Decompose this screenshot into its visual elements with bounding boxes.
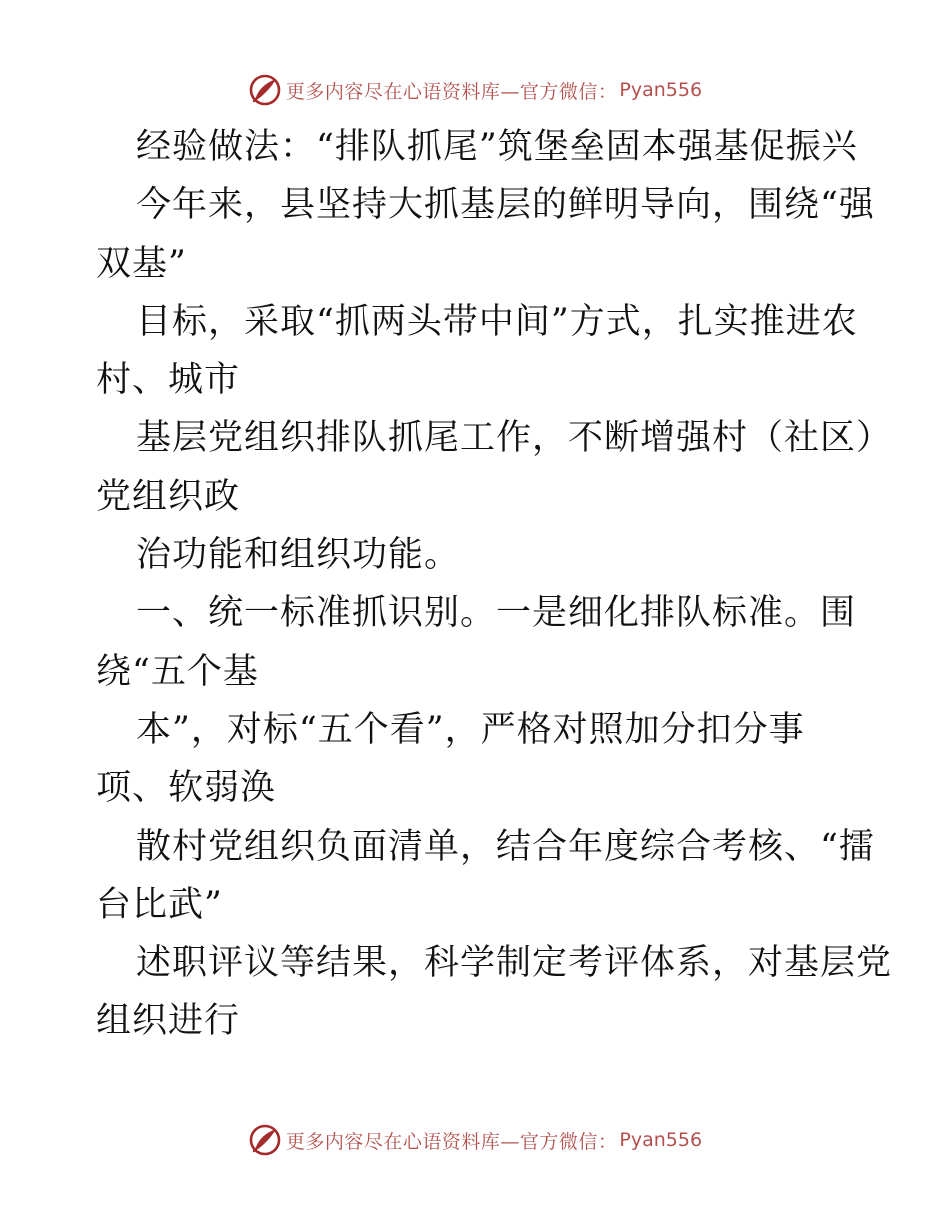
text-line: 台比武” <box>96 884 223 925</box>
watermark-text: 更多内容尽在心语资料库—官方微信： <box>285 80 618 103</box>
pen-logo-icon <box>248 73 282 107</box>
watermark-wechat-id: Pyan556 <box>619 79 703 101</box>
text-line: 治功能和组织功能。 <box>136 535 461 576</box>
footer-watermark <box>0 1120 950 1160</box>
header-watermark <box>0 70 950 110</box>
text-line: 基层党组织排队抓尾工作，不断增强村（社区） <box>136 418 893 459</box>
watermark-wechat-id: Pyan556 <box>619 1129 703 1151</box>
text-line: 述职评议等结果，科学制定考评体系，对基层党 <box>136 943 893 984</box>
text-line: 绕“五个基 <box>96 651 259 692</box>
text-line: 一、统一标准抓识别。一是细化排队标准。围 <box>136 593 857 634</box>
pen-logo-icon <box>248 1123 282 1157</box>
text-line: 双基” <box>96 243 187 284</box>
document-body <box>96 118 893 1051</box>
text-line: 项、软弱涣 <box>96 768 277 809</box>
text-line: 党组织政 <box>96 476 241 517</box>
text-line: 今年来，县坚持大抓基层的鲜明导向，围绕“强 <box>136 185 875 226</box>
text-line: 经验做法：“排队抓尾”筑堡垒固本强基促振兴 <box>136 127 858 167</box>
text-line: 散村党组织负面清单，结合年度综合考核、“擂 <box>136 826 875 867</box>
text-line: 组织进行 <box>96 1001 241 1042</box>
watermark-text: 更多内容尽在心语资料库—官方微信： <box>285 1130 618 1153</box>
text-line: 本”，对标“五个看”，严格对照加分扣分事 <box>136 709 805 750</box>
text-line: 村、城市 <box>96 360 241 401</box>
text-line: 目标，采取“抓两头带中间”方式，扎实推进农 <box>136 301 858 342</box>
